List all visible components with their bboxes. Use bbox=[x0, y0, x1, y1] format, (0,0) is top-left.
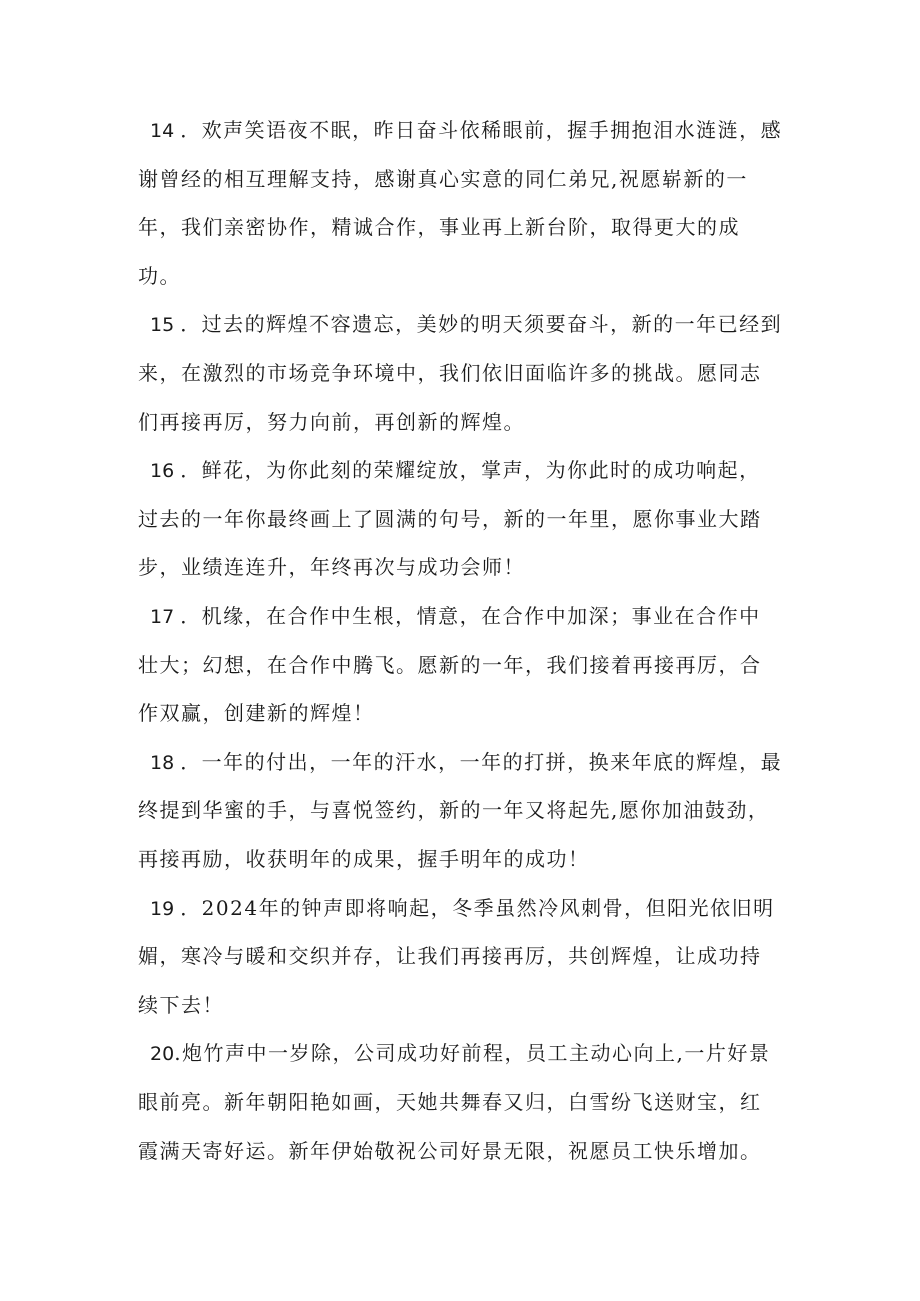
item-number: 20 bbox=[150, 1043, 175, 1066]
list-item-line bbox=[138, 361, 762, 385]
list-item-first-line bbox=[150, 118, 782, 143]
item-text: 作双赢，创建新的辉煌！ bbox=[138, 701, 375, 726]
item-text: ．机缘，在合作中生根，情意，在合作中加深；事业在合作中 bbox=[180, 604, 761, 628]
list-item-line bbox=[138, 1139, 762, 1163]
item-text: 过去的一年你最终画上了圆满的句号，新的一年里，愿你事业大踏 bbox=[138, 506, 762, 531]
item-text: 再接再励，收获明年的成果，握手明年的成功！ bbox=[138, 847, 590, 871]
item-number: 15 bbox=[150, 314, 175, 337]
list-item-line bbox=[138, 993, 224, 1017]
item-number: 17 bbox=[150, 606, 175, 628]
item-text: 霞满天寄好运。新年伊始敬祝公司好景无限，祝愿员工快乐增加。 bbox=[138, 1138, 762, 1163]
list-item-line bbox=[138, 410, 525, 434]
item-text: 们再接再厉，努力向前，再创新的辉煌。 bbox=[138, 409, 525, 434]
list-item-first-line bbox=[150, 750, 782, 775]
item-text: ．过去的辉煌不容遗忘，美妙的明天须要奋斗，新的一年已经到 bbox=[180, 312, 783, 337]
item-text: 功。 bbox=[138, 263, 181, 288]
list-item-first-line bbox=[150, 604, 761, 629]
item-text: 壮大；幻想，在合作中腾飞。愿新的一年，我们接着再接再厉，合 bbox=[138, 652, 762, 677]
item-text: 来，在激烈的市场竞争环境中，我们依旧面临许多的挑战。愿同志 bbox=[138, 361, 762, 385]
item-text: ．一年的付出，一年的汗水，一年的打拼，换来年底的辉煌，最 bbox=[180, 749, 783, 774]
list-item-line bbox=[138, 215, 740, 239]
list-item-line bbox=[138, 944, 762, 968]
list-item-first-line bbox=[150, 896, 775, 921]
list-item-line bbox=[138, 653, 762, 677]
item-text: 眼前亮。新年朝阳艳如画，天她共舞春又归，白雪纷飞送财宝，红 bbox=[138, 1090, 762, 1114]
list-item-first-line bbox=[150, 458, 761, 483]
list-item-line bbox=[138, 1090, 762, 1114]
item-text: 续下去！ bbox=[138, 992, 224, 1017]
list-item-line bbox=[138, 167, 748, 191]
item-number: 16 bbox=[150, 460, 175, 483]
item-text: 年，我们亲密协作，精诚合作，事业再上新台阶，取得更大的成 bbox=[138, 215, 740, 240]
item-text: 步，业绩连连升，年终再次与成功会师！ bbox=[138, 555, 525, 580]
item-text: ．2024年的钟声即将响起，冬季虽然冷风刺骨，但阳光依旧明 bbox=[180, 895, 775, 920]
item-text: 终提到华蜜的手，与喜悦签约，新的一年又将起先,愿你加油鼓劲， bbox=[138, 798, 770, 823]
item-number: 14 bbox=[150, 120, 175, 142]
list-item-line bbox=[138, 264, 181, 288]
list-item-line bbox=[138, 507, 762, 531]
item-text: .炮竹声中一岁除，公司成功好前程，员工主动心向上,一片好景 bbox=[174, 1041, 771, 1066]
item-text: ．欢声笑语夜不眠，昨日奋斗依稀眼前，握手拥抱泪水涟涟，感 bbox=[180, 118, 783, 142]
list-item-line bbox=[138, 701, 375, 725]
list-item-line bbox=[138, 847, 590, 871]
list-item-first-line bbox=[150, 1041, 770, 1066]
item-text: 谢曾经的相互理解支持，感谢真心实意的同仁弟兄,祝愿崭新的一 bbox=[138, 166, 748, 191]
item-text: 媚，寒冷与暖和交织并存，让我们再接再厉，共创辉煌，让成功持 bbox=[138, 944, 762, 969]
list-item-line bbox=[138, 798, 769, 822]
item-text: ．鲜花，为你此刻的荣耀绽放，掌声，为你此时的成功响起， bbox=[180, 458, 761, 483]
item-number: 18 bbox=[150, 751, 175, 774]
item-number: 19 bbox=[150, 897, 175, 920]
list-item-line bbox=[138, 555, 525, 579]
list-item-first-line bbox=[150, 312, 782, 337]
